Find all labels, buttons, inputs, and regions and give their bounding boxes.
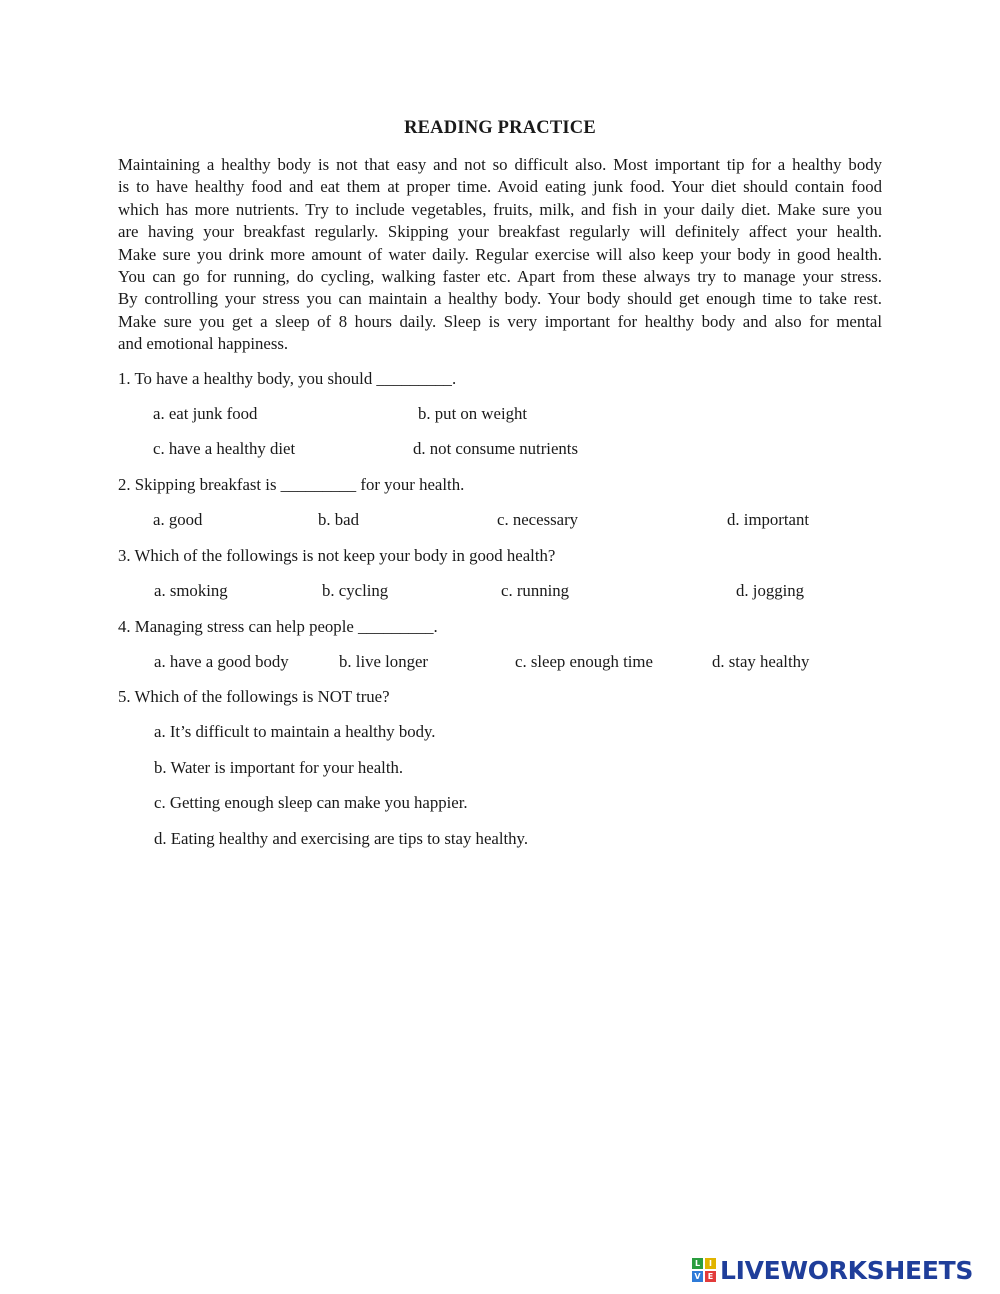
question-1-option-b[interactable]: b. put on weight (418, 404, 528, 423)
question-2-option-c[interactable]: c. necessary (497, 510, 579, 529)
passage-line: Make sure you drink more amount of water daily. Regular exercise will also keep your body in good health. (118, 244, 882, 264)
question-3-option-d[interactable]: d. jogging (736, 581, 805, 600)
liveworksheets-logo (692, 1255, 973, 1285)
logo-mark-tile: L (692, 1258, 703, 1269)
question-1-option-d[interactable]: d. not consume nutrients (413, 439, 578, 458)
passage-line: which has more nutrients. Try to include vegetables, fruits, milk, and fish in your daily diet. Make sure you (118, 199, 882, 219)
reading-passage (118, 154, 882, 356)
passage-line: Maintaining a healthy body is not that easy and not so difficult also. Most important tip for a healthy body (118, 155, 882, 174)
question-2-option-a[interactable]: a. good (153, 510, 203, 529)
question-5-option-c[interactable]: c. Getting enough sleep can make you happier. (154, 793, 468, 812)
question-3: 3. Which of the followings is not keep your body in good health? (118, 546, 556, 565)
passage-line: You can go for running, do cycling, walking faster etc. Apart from these always try to manage your stress. (118, 266, 882, 286)
question-4-option-a[interactable]: a. have a good body (154, 652, 289, 671)
question-4-option-c[interactable]: c. sleep enough time (515, 652, 653, 671)
page-title: READING PRACTICE (404, 118, 596, 138)
passage-line: is to have healthy food and eat them at proper time. Avoid eating junk food. Your diet should contain food (118, 177, 882, 197)
question-3-option-a[interactable]: a. smoking (154, 581, 228, 600)
logo-mark-tile: E (705, 1271, 716, 1282)
question-1-option-a[interactable]: a. eat junk food (153, 404, 258, 423)
passage-line: By controlling your stress you can maintain a healthy body. Your body should get enough time to take rest. (118, 289, 882, 309)
question-4-option-b[interactable]: b. live longer (339, 652, 429, 671)
logo-mark-icon (692, 1258, 716, 1282)
question-3-option-b[interactable]: b. cycling (322, 581, 389, 600)
passage-line: and emotional happiness. (118, 334, 289, 354)
passage-line: are having your breakfast regularly. Skipping your breakfast regularly will definitely affect your health. (118, 222, 882, 242)
logo-text: LIVEWORKSHEETS (720, 1255, 974, 1285)
question-5-option-b[interactable]: b. Water is important for your health. (154, 758, 404, 777)
question-5: 5. Which of the followings is NOT true? (118, 687, 390, 706)
question-2-option-d[interactable]: d. important (727, 510, 810, 529)
question-2-option-b[interactable]: b. bad (318, 510, 360, 529)
passage-line: Make sure you get a sleep of 8 hours daily. Sleep is very important for healthy body and also for mental (118, 311, 882, 331)
logo-mark-tile: V (692, 1271, 703, 1282)
logo-mark-tile: I (705, 1258, 716, 1269)
question-2: 2. Skipping breakfast is _________ for your health. (118, 475, 465, 494)
question-4-option-d[interactable]: d. stay healthy (712, 652, 810, 671)
question-3-option-c[interactable]: c. running (501, 581, 570, 600)
question-5-option-a[interactable]: a. It’s difficult to maintain a healthy body. (154, 722, 436, 741)
question-1: 1. To have a healthy body, you should _________. (118, 369, 457, 388)
question-1-option-c[interactable]: c. have a healthy diet (153, 439, 296, 458)
question-5-option-d[interactable]: d. Eating healthy and exercising are tips to stay healthy. (154, 829, 529, 848)
question-4: 4. Managing stress can help people _________. (118, 617, 438, 636)
